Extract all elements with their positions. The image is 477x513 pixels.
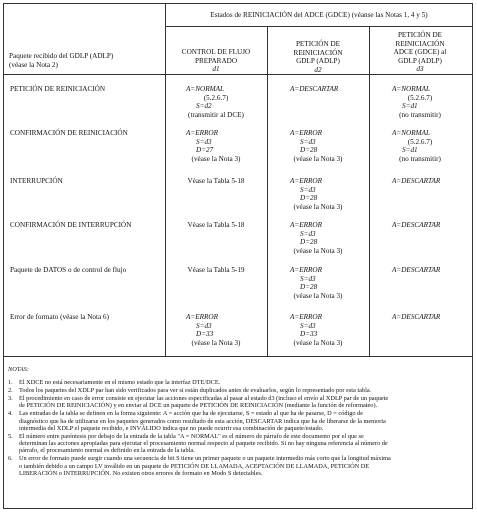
note-line: El número entre paréntesis por debajo de la entrada de la tabla "A = NORMAL" es el número de párrafo de este documento por el que se bbox=[19, 432, 364, 440]
cell-text: A=DESCARTAR bbox=[290, 85, 339, 93]
cell-text: D=33 bbox=[196, 330, 214, 339]
note-line: El procedimiento en caso de error consiste en ejecutar las acciones especificadas al pasar al estado d3 (incluso el envío al XDLP par de un paquete bbox=[19, 395, 389, 403]
column-state-code: d1 bbox=[212, 65, 220, 74]
note-number: 2. bbox=[8, 387, 13, 395]
note-item bbox=[8, 395, 468, 410]
cell-text: (véase la Nota 3) bbox=[293, 154, 343, 163]
cell-text: D=28 bbox=[300, 238, 318, 247]
note-number: 6. bbox=[8, 455, 13, 463]
note-line: Las entradas de la tabla se definen en la forma siguiente: A = acción que ha de ejecutarse, S = estado al que ha de pasarse, D = código de bbox=[19, 410, 364, 418]
note-item bbox=[8, 379, 468, 386]
cell-text: A=NORMAL bbox=[392, 129, 430, 137]
notes-section bbox=[8, 366, 468, 478]
cell-text: A=DESCARTAR bbox=[392, 177, 441, 185]
column-header-line: GDLP (ADLP) bbox=[296, 57, 340, 66]
cell-text: (5.2.6.7) bbox=[407, 137, 433, 146]
note-number: 4. bbox=[8, 410, 13, 418]
column-state-code: d3 bbox=[416, 65, 424, 74]
cell-text: A=DESCARTAR bbox=[392, 266, 441, 274]
cell-text: S=d2 bbox=[196, 102, 212, 111]
cell-text: (véase la Nota 3) bbox=[191, 154, 241, 163]
note-line: diagnóstico que ha de utilizarse en los paquetes generados como resultado de esta acción, DESCARTAR indica que ha de liberarse de la memoria bbox=[19, 417, 386, 425]
cell-text: (transmitir al DCE) bbox=[188, 110, 244, 119]
note-line: Un error de formato puede surgir cuando una secuencia de bit S tiene un primer paquete o un paquete intermedio más corto que la longitud máxima bbox=[19, 455, 391, 463]
cell-text: Véase la Tabla 5-19 bbox=[187, 266, 245, 274]
row-label: INTERRUPCIÓN bbox=[10, 177, 63, 185]
column-group-title: Estados de REINICIACIÓN del ADCE (GDCE) (véanse las Notas 1, 4 y 5) bbox=[210, 11, 428, 19]
row-header-line: (véase la Nota 2) bbox=[9, 60, 58, 69]
header-bottom-divider bbox=[3, 74, 473, 75]
cell-text: D=27 bbox=[196, 146, 214, 155]
cell-text: S=d3 bbox=[300, 185, 316, 194]
cell-text: D=28 bbox=[300, 283, 318, 292]
column-header-line: ADCE (GDCE) al bbox=[393, 48, 447, 57]
cell-text: A=NORMAL bbox=[392, 85, 430, 93]
cell-text: (5.2.6.7) bbox=[407, 93, 433, 102]
cell-text: D=28 bbox=[300, 146, 318, 155]
note-item bbox=[8, 410, 468, 432]
cell-text: S=d3 bbox=[300, 229, 316, 238]
note-number: 5. bbox=[8, 432, 13, 440]
note-item bbox=[8, 455, 468, 477]
cell-text: A=ERROR bbox=[186, 129, 218, 137]
note-number: 1. bbox=[8, 379, 13, 387]
cell-text: A=NORMAL bbox=[186, 85, 224, 93]
note-number: 3. bbox=[8, 395, 13, 403]
row-label: Error de formato (véase la Nota 6) bbox=[10, 313, 109, 321]
cell-text: S=d3 bbox=[196, 321, 212, 330]
column-divider-3 bbox=[369, 26, 370, 356]
cell-text: A=DESCARTAR bbox=[392, 221, 441, 229]
row-label: Paquete de DATOS o de control de flujo bbox=[10, 266, 127, 274]
row-label: CONFIRMACIÓN DE REINICIACIÓN bbox=[10, 129, 128, 137]
cell-text: A=ERROR bbox=[290, 266, 322, 274]
note-line: o también debido a un campo LV inválido en un paquete de PETICIÓN DE LLAMADA, ACEPTACIÓN DE LLAMADA, PETICIÓN DE bbox=[19, 462, 370, 470]
cell-text: A=ERROR bbox=[290, 177, 322, 185]
cell-text: A=ERROR bbox=[290, 313, 322, 321]
cell-text: S=d1 bbox=[402, 102, 418, 111]
cell-text: D=33 bbox=[300, 330, 318, 339]
cell-text: A=ERROR bbox=[290, 221, 322, 229]
cell-text: (no transmitir) bbox=[399, 154, 441, 163]
cell-text: (5.2.6.7) bbox=[203, 93, 229, 102]
cell-text: Véase la Tabla 5-18 bbox=[187, 221, 245, 229]
note-line: Todos los paquetes del XDLP par han sido verificados para ver si están duplicados antes de evaluarlos, según lo representado por esta tabla. bbox=[19, 387, 372, 395]
notes-title: NOTAS: bbox=[8, 366, 29, 373]
cell-text: D=28 bbox=[300, 194, 318, 203]
row-header-line: Paquete recibido del GDLP (ADLP) bbox=[9, 52, 114, 60]
column-header-line: CONTROL DE FLUJO bbox=[181, 48, 251, 56]
cell-text: S=d3 bbox=[300, 321, 316, 330]
cell-text: (véase la Nota 3) bbox=[293, 202, 343, 211]
cell-text: (véase la Nota 3) bbox=[191, 338, 241, 347]
column-header-line: GDLP (ADLP) bbox=[398, 56, 442, 65]
cell-text: S=d1 bbox=[402, 146, 418, 155]
note-line: El XDCE no está necesariamente en el mismo estado que la interfaz DTE/DCE. bbox=[19, 379, 221, 387]
column-header-line: PETICIÓN DE bbox=[397, 31, 443, 39]
column-divider-2 bbox=[267, 26, 268, 356]
cell-text: S=d3 bbox=[300, 274, 316, 283]
note-item bbox=[8, 433, 468, 455]
cell-text: (no transmitir) bbox=[399, 110, 441, 119]
note-line: de PETICIÓN DE REINICIACIÓN) y en enviar al DCE un paquete de PETICIÓN DE REINICIACIÓN (mediante la función de reformateo). bbox=[19, 402, 378, 410]
column-header-line: REINICIACIÓN bbox=[293, 48, 343, 57]
note-line: LIBERACIÓN o INTERRUPCIÓN. No existen otros errores de formato en Modo S detectables. bbox=[19, 469, 263, 477]
column-divider-1 bbox=[165, 3, 166, 356]
cell-text: S=d3 bbox=[196, 137, 212, 146]
notes-divider bbox=[3, 356, 473, 357]
cell-text: (véase la Nota 3) bbox=[293, 291, 343, 300]
column-header-line: PREPARADO bbox=[194, 56, 238, 65]
column-header-line: PETICIÓN DE bbox=[295, 40, 341, 48]
column-header-line: REINICIACIÓN bbox=[395, 39, 445, 48]
cell-text: A=ERROR bbox=[290, 129, 322, 137]
cell-text: (véase la Nota 3) bbox=[293, 338, 343, 347]
note-line: intermedia del XDLP el paquete recibido, e INVÁLIDO indica que no puede ocurrir esa combinación de paquete/estado. bbox=[19, 424, 324, 432]
cell-text: Véase la Tabla 5-18 bbox=[187, 177, 245, 185]
column-state-code: d2 bbox=[314, 65, 322, 74]
cell-text: A=DESCARTAR bbox=[392, 313, 441, 321]
header-group-divider bbox=[165, 26, 473, 27]
row-label: PETICIÓN DE REINICIACIÓN bbox=[10, 85, 106, 93]
cell-text: (véase la Nota 3) bbox=[293, 246, 343, 255]
note-line: párrafo, el procesamiento normal es definido en la entrada de la tabla. bbox=[19, 447, 195, 455]
cell-text: S=d3 bbox=[300, 137, 316, 146]
cell-text: A=ERROR bbox=[186, 313, 218, 321]
note-item bbox=[8, 387, 468, 394]
note-line: determinan las acciones apropiadas para ejecutar el procesamiento normal respecto al paquete recibido. Si no hay ninguna referencia al número de bbox=[19, 440, 388, 448]
row-label: CONFIRMACIÓN DE INTERRUPCIÓN bbox=[10, 221, 132, 229]
